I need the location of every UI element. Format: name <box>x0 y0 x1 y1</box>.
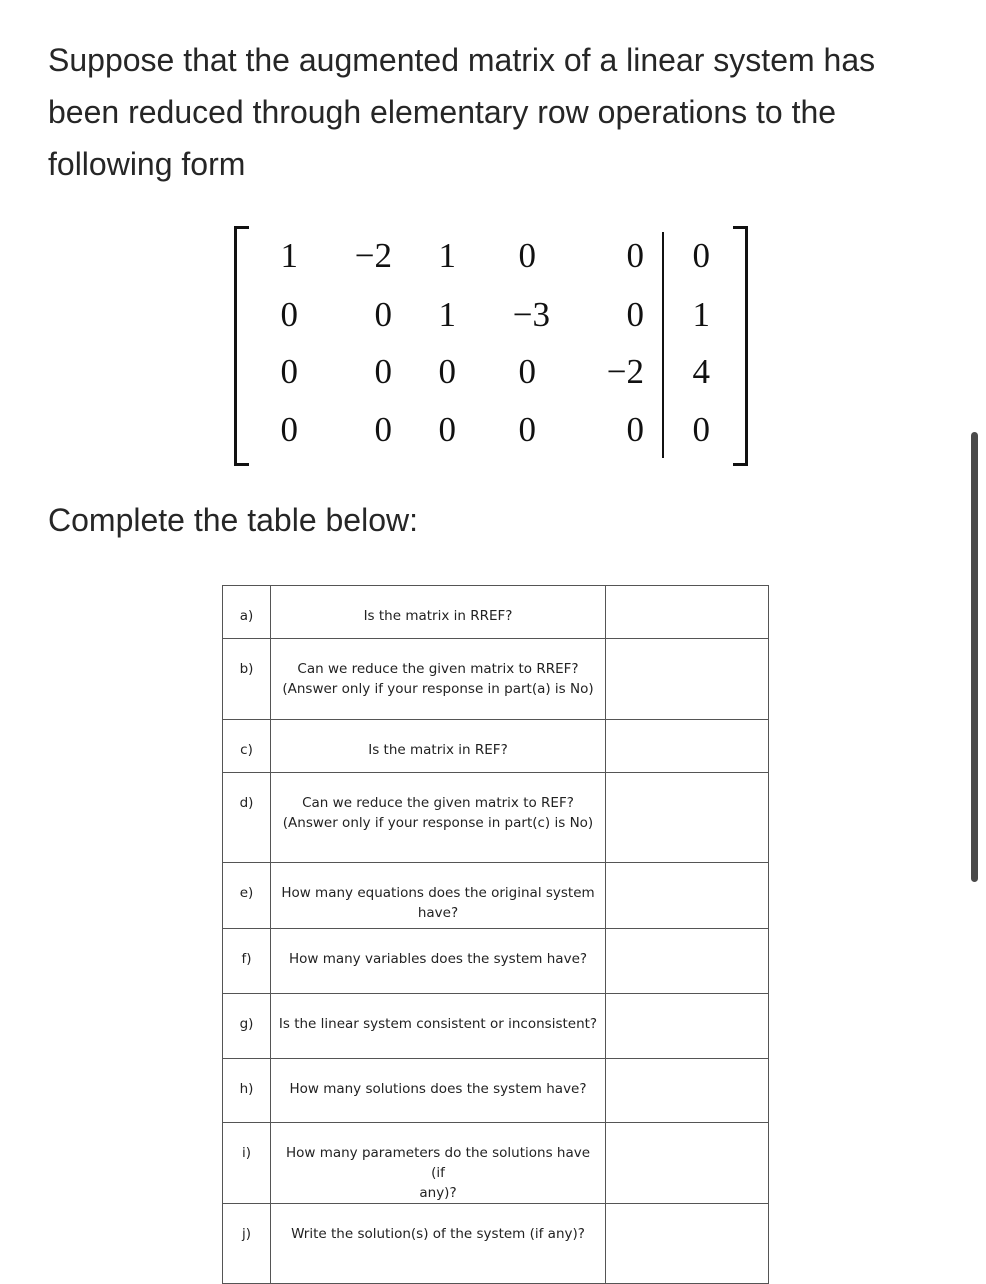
question-cell <box>271 1059 606 1123</box>
matrix-cell: 0 <box>438 410 456 449</box>
matrix-cell: 0 <box>280 410 298 449</box>
question-line: How many parameters do the solutions have (if <box>285 1145 591 1181</box>
question-line: How many variables does the system have? <box>288 951 588 967</box>
answer-cell[interactable] <box>606 639 769 720</box>
question-cell <box>271 994 606 1059</box>
row-label: f) <box>223 929 271 994</box>
answer-cell[interactable] <box>606 773 769 863</box>
answer-cell[interactable] <box>606 1204 769 1284</box>
question-line: How many solutions does the system have? <box>289 1081 587 1097</box>
matrix-cell: 0 <box>626 295 644 334</box>
augmented-matrix <box>232 224 750 464</box>
question-cell <box>271 639 606 720</box>
question-line: Write the solution(s) of the system (if any)? <box>291 1226 585 1242</box>
table-row <box>223 773 769 863</box>
answer-cell[interactable] <box>606 863 769 929</box>
row-label: c) <box>223 720 271 773</box>
row-label: j) <box>223 1204 271 1284</box>
table-row <box>223 639 769 720</box>
question-table <box>222 585 769 1284</box>
question-line: (Answer only if your response in part(c) is No) <box>282 815 594 831</box>
answer-cell[interactable] <box>606 1059 769 1123</box>
question-line: Can we reduce the given matrix to RREF? <box>297 661 579 677</box>
matrix-cell: 0 <box>692 236 710 275</box>
question-cell <box>271 1204 606 1284</box>
question-line: Is the matrix in REF? <box>368 742 508 758</box>
matrix-cell: 4 <box>692 352 710 391</box>
matrix-cell: 0 <box>626 236 644 275</box>
answer-cell[interactable] <box>606 929 769 994</box>
question-cell <box>271 929 606 994</box>
question-line: Can we reduce the given matrix to REF? <box>302 795 574 811</box>
question-line: have? <box>417 905 459 921</box>
matrix-cell: 0 <box>374 352 392 391</box>
matrix-cell: 0 <box>374 295 392 334</box>
answer-cell[interactable] <box>606 720 769 773</box>
table-row <box>223 586 769 639</box>
question-line: Is the linear system consistent or inconsistent? <box>278 1016 598 1032</box>
answer-cell[interactable] <box>606 1123 769 1204</box>
matrix-cell: 1 <box>438 295 456 334</box>
row-label: a) <box>223 586 271 639</box>
table-row <box>223 1059 769 1123</box>
row-label: i) <box>223 1123 271 1204</box>
table-row <box>223 863 769 929</box>
row-label: h) <box>223 1059 271 1123</box>
table-instruction: Complete the table below: <box>48 502 418 538</box>
table-row <box>223 720 769 773</box>
problem-statement: Suppose that the augmented matrix of a linear system has been reduced through elementary row operations to the following form <box>48 42 876 182</box>
matrix-cell: 1 <box>280 236 298 275</box>
row-label: b) <box>223 639 271 720</box>
matrix-cell: 0 <box>438 352 456 391</box>
question-line: Is the matrix in RREF? <box>363 608 513 624</box>
matrix-cell: 0 <box>518 236 536 275</box>
question-line: (Answer only if your response in part(a) is No) <box>282 681 594 697</box>
row-label: d) <box>223 773 271 863</box>
answer-cell[interactable] <box>606 586 769 639</box>
question-cell <box>271 1123 606 1204</box>
question-cell <box>271 773 606 863</box>
matrix-cell: −2 <box>606 352 644 391</box>
table-row <box>223 929 769 994</box>
scrollbar[interactable] <box>971 432 978 882</box>
row-label: g) <box>223 994 271 1059</box>
matrix-cell: 0 <box>626 410 644 449</box>
table-row <box>223 994 769 1059</box>
matrix-cell: 0 <box>518 352 536 391</box>
question-cell <box>271 586 606 639</box>
right-bracket <box>733 226 748 466</box>
question-line: any)? <box>419 1185 457 1201</box>
question-line: How many equations does the original system <box>281 885 595 901</box>
matrix-cell: 0 <box>374 410 392 449</box>
question-cell <box>271 863 606 929</box>
matrix-cell: −2 <box>354 236 392 275</box>
matrix-cell: 1 <box>438 236 456 275</box>
question-cell <box>271 720 606 773</box>
table-row <box>223 1204 769 1284</box>
matrix-cell: 0 <box>518 410 536 449</box>
table-row <box>223 1123 769 1204</box>
matrix-cell: 1 <box>692 295 710 334</box>
matrix-cell: 0 <box>692 410 710 449</box>
matrix-cell: 0 <box>280 352 298 391</box>
row-label: e) <box>223 863 271 929</box>
matrix-cell: 0 <box>280 295 298 334</box>
matrix-cell: −3 <box>512 295 550 334</box>
answer-cell[interactable] <box>606 994 769 1059</box>
